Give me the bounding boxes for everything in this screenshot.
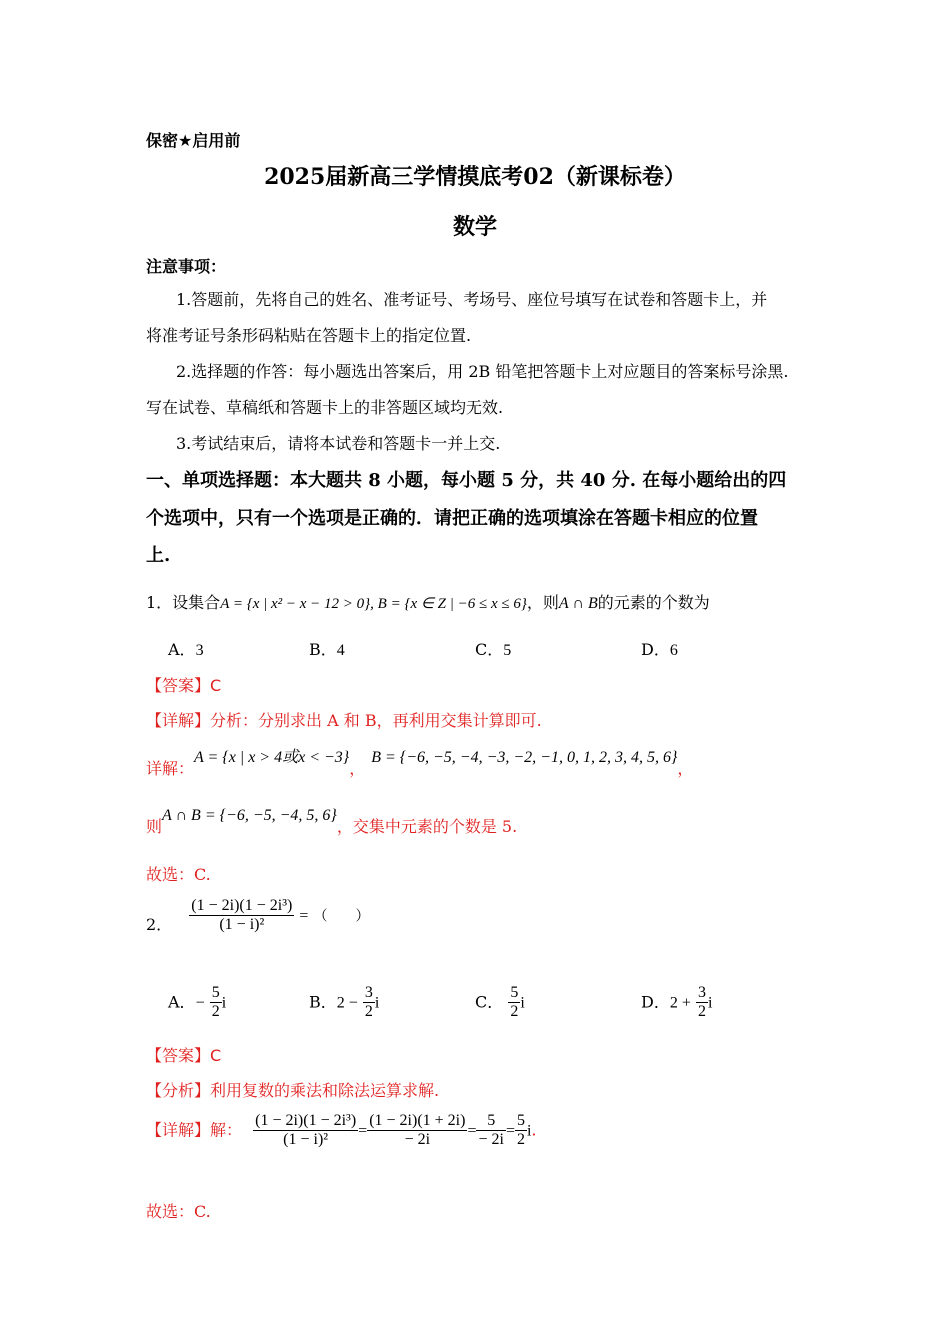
note-2b: 写在试卷、草稿纸和答题卡上的非答题区域均无效. bbox=[146, 398, 504, 417]
q1-detail: 【详解】分析：分别求出 A 和 B，再利用交集计算即可. bbox=[146, 711, 542, 730]
q1-option-c: C．5 bbox=[475, 640, 512, 659]
section1-line2: 个选项中，只有一个选项是正确的．请把正确的选项填涂在答题卡相应的位置 bbox=[146, 508, 758, 529]
q1-detail3: 则A ∩ B = {−6, −5, −4, 5, 6}，交集中元素的个数是 5. bbox=[146, 807, 518, 836]
note-1a: 1.答题前，先将自己的姓名、准考证号、考场号、座位号填写在试卷和答题卡上，并 bbox=[176, 290, 768, 309]
q1-choose: 故选：C. bbox=[146, 865, 211, 884]
notes-heading: 注意事项： bbox=[146, 257, 227, 276]
q2-choose: 故选：C. bbox=[146, 1202, 211, 1221]
note-3: 3.考试结束后，请将本试卷和答题卡一并上交. bbox=[176, 434, 501, 453]
q1-stem: 1．设集合A = {x | x² − x − 12 > 0}, B = {x ∈ Z | −6 ≤ x ≤ 6}，则A ∩ B的元素的个数为 bbox=[146, 593, 710, 612]
q2-answer: 【答案】C bbox=[146, 1046, 222, 1065]
subject-title: 数学 bbox=[452, 214, 497, 240]
q2-option-a: A．− $\frac{5}{2}$ i bbox=[168, 984, 227, 1021]
note-2a: 2.选择题的作答：每小题选出答案后，用 2B 铅笔把答题卡上对应题目的答案标号涂黑. bbox=[176, 362, 789, 381]
q2-option-d: D．2 + $\frac{3}{2}$ i bbox=[641, 984, 713, 1021]
q1-option-a: A．3 bbox=[168, 640, 204, 659]
q2-option-b: B．2 − $\frac{3}{2}$ i bbox=[309, 984, 380, 1021]
q2-detail: 【详解】解： $\frac{\text{(1 − 2i)(1 − 2i³)}}{\text{(1 − i)²}}$ = $\frac{(1 - 2i)(1 + 2i)}{- 2i}$ = $\frac{5}{- 2i}$ = $\frac{5}{2}$ i. bbox=[146, 1112, 537, 1149]
section1-line3: 上. bbox=[146, 545, 171, 566]
q1-detail2: 详解：A = {x | x > 4或x < −3}，B = {−6, −5, −4, −3, −2, −1, 0, 1, 2, 3, 4, 5, 6}， bbox=[146, 749, 694, 778]
q1-option-d: D．6 bbox=[641, 640, 678, 659]
exam-title: 2025届新高三学情摸底考02（新课标卷） bbox=[264, 164, 686, 190]
q2-analysis: 【分析】利用复数的乘法和除法运算求解. bbox=[146, 1081, 440, 1100]
note-1b: 将准考证号条形码粘贴在答题卡上的指定位置. bbox=[146, 326, 472, 345]
confidential-mark: 保密★启用前 bbox=[146, 131, 241, 150]
q1-option-b: B．4 bbox=[309, 640, 345, 659]
q2-fraction: $\frac{\text{(1 − 2i)(1 − 2i³)}}{\text{(1 − i)²}}$ bbox=[191, 897, 293, 934]
q1-answer: 【答案】C bbox=[146, 676, 222, 695]
q2-stem: 2． $\frac{\text{(1 − 2i)(1 − 2i³)}}{\text{(1 − i)²}}$ = （ ） bbox=[146, 897, 370, 935]
q2-option-c: C． $\frac{5}{2}$ i bbox=[475, 984, 525, 1021]
section1-line1: 一、单项选择题：本大题共 8 小题，每小题 5 分，共 40 分. 在每小题给出的四 bbox=[146, 470, 787, 491]
